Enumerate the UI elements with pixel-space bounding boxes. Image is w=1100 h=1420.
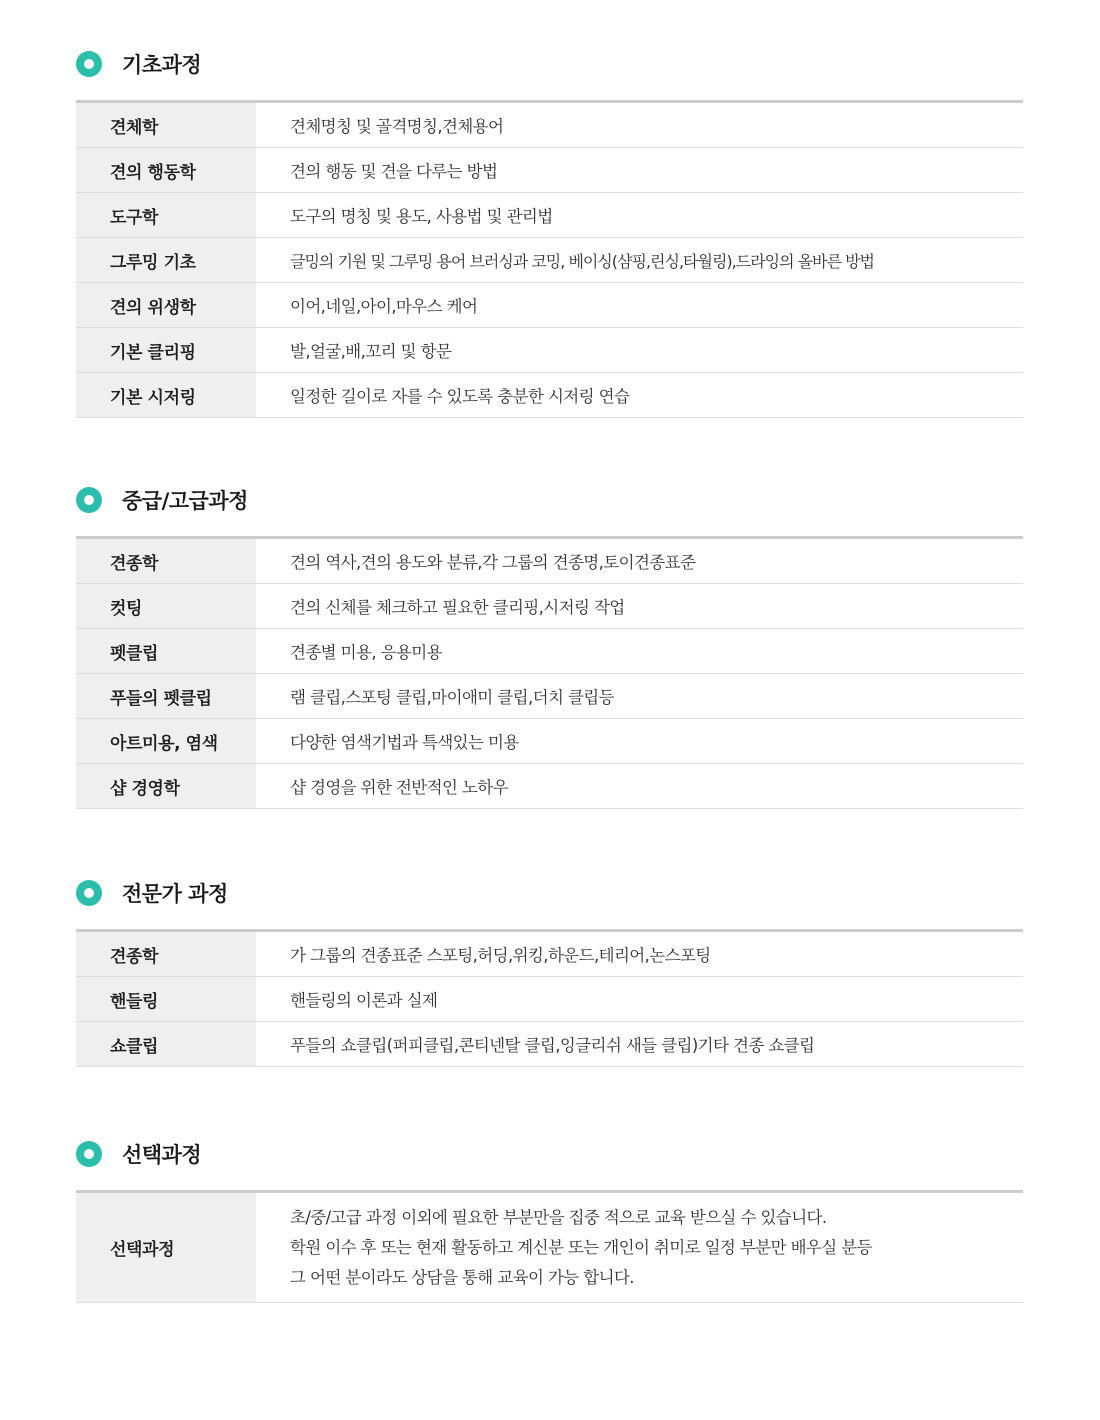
table-row — [76, 193, 1023, 238]
description-line: 그 어떤 분이라도 상담을 통해 교육이 가능 합니다. — [290, 1267, 634, 1287]
course-description: 발,얼굴,배,꼬리 및 항문 — [290, 342, 452, 361]
course-description: 이어,네일,아이,마우스 케어 — [290, 297, 478, 316]
circle-bullet-icon — [76, 1141, 102, 1167]
table-row — [76, 1193, 1023, 1303]
section-title: 기초과정 — [122, 53, 202, 77]
table-row — [76, 283, 1023, 328]
table-row — [76, 584, 1023, 629]
course-category: 견의 행동학 — [76, 148, 256, 192]
course-description: 샵 경영을 위한 전반적인 노하우 — [290, 778, 508, 797]
course-category: 선택과정 — [76, 1193, 256, 1302]
table-row — [76, 764, 1023, 809]
description-line: 학원 이수 후 또는 현재 활동하고 계신분 또는 개인이 취미로 일정 부분만 배우실 분등 — [290, 1237, 872, 1257]
course-category: 푸들의 펫클립 — [76, 674, 256, 718]
course-table — [76, 536, 1023, 809]
course-description: 견종별 미용, 응용미용 — [290, 643, 442, 662]
course-description: 견의 행동 및 견을 다루는 방법 — [290, 162, 498, 181]
course-description: 램 클립,스포팅 클립,마이애미 클립,더치 클립등 — [290, 688, 614, 707]
section-title: 중급/고급과정 — [122, 489, 248, 513]
section-title-row — [76, 877, 1023, 909]
course-description: 다양한 염색기법과 특색있는 미용 — [290, 733, 519, 752]
section-title: 전문가 과정 — [122, 882, 228, 906]
course-category: 아트미용, 염색 — [76, 719, 256, 763]
section-basic — [76, 48, 1023, 418]
section-title-row — [76, 1138, 1023, 1170]
course-category: 그루밍 기초 — [76, 238, 256, 282]
table-row — [76, 238, 1023, 283]
course-description: 도구의 명칭 및 용도, 사용법 및 관리법 — [290, 207, 553, 226]
table-row — [76, 719, 1023, 764]
section-intermediate-advanced — [76, 484, 1023, 809]
course-category: 견의 위생학 — [76, 283, 256, 327]
course-category: 견종학 — [76, 539, 256, 583]
table-row — [76, 977, 1023, 1022]
course-category: 견종학 — [76, 932, 256, 976]
section-title-row — [76, 484, 1023, 516]
course-category: 기본 시저링 — [76, 373, 256, 417]
course-category: 샵 경영학 — [76, 764, 256, 808]
section-elective — [76, 1138, 1023, 1303]
course-category: 기본 클리핑 — [76, 328, 256, 372]
circle-bullet-icon — [76, 51, 102, 77]
course-description: 글밍의 기원 및 그루밍 용어 브러싱과 코밍, 베이싱(샴핑,린싱,타월링),드라잉의 올바른 방법 — [290, 251, 875, 271]
course-category: 도구학 — [76, 193, 256, 237]
course-description: 일정한 길이로 자를 수 있도록 충분한 시저링 연습 — [290, 387, 630, 406]
table-row — [76, 328, 1023, 373]
course-description: 가 그룹의 견종표준 스포팅,허딩,위킹,하운드,테리어,논스포팅 — [290, 946, 711, 965]
table-row — [76, 629, 1023, 674]
course-table — [76, 1190, 1023, 1303]
section-expert — [76, 877, 1023, 1067]
course-category: 펫클립 — [76, 629, 256, 673]
table-row — [76, 103, 1023, 148]
course-category: 견체학 — [76, 103, 256, 147]
course-category: 쇼클립 — [76, 1022, 256, 1066]
course-category: 핸들링 — [76, 977, 256, 1021]
circle-bullet-icon — [76, 487, 102, 513]
circle-bullet-icon — [76, 880, 102, 906]
course-description: 견의 신체를 체크하고 필요한 클리핑,시저링 작업 — [290, 598, 625, 617]
table-row — [76, 373, 1023, 418]
course-description: 견의 역사,견의 용도와 분류,각 그룹의 견종명,토이견종표준 — [290, 553, 696, 572]
section-title: 선택과정 — [122, 1143, 202, 1167]
course-description — [256, 1193, 1023, 1302]
table-row — [76, 674, 1023, 719]
course-description: 핸들링의 이론과 실제 — [290, 991, 438, 1010]
description-line: 초/중/고급 과정 이외에 필요한 부분만을 집중 적으로 교육 받으실 수 있습니다. — [290, 1207, 827, 1227]
table-row — [76, 1022, 1023, 1067]
course-description: 견체명칭 및 골격명칭,견체용어 — [290, 117, 504, 136]
course-table — [76, 929, 1023, 1067]
table-row — [76, 539, 1023, 584]
table-row — [76, 932, 1023, 977]
section-title-row — [76, 48, 1023, 80]
table-row — [76, 148, 1023, 193]
course-description: 푸들의 쇼클립(퍼피클립,콘티넨탈 클립,잉글리쉬 새들 클립)기타 견종 쇼클립 — [290, 1036, 815, 1055]
course-table — [76, 100, 1023, 418]
course-category: 컷팅 — [76, 584, 256, 628]
